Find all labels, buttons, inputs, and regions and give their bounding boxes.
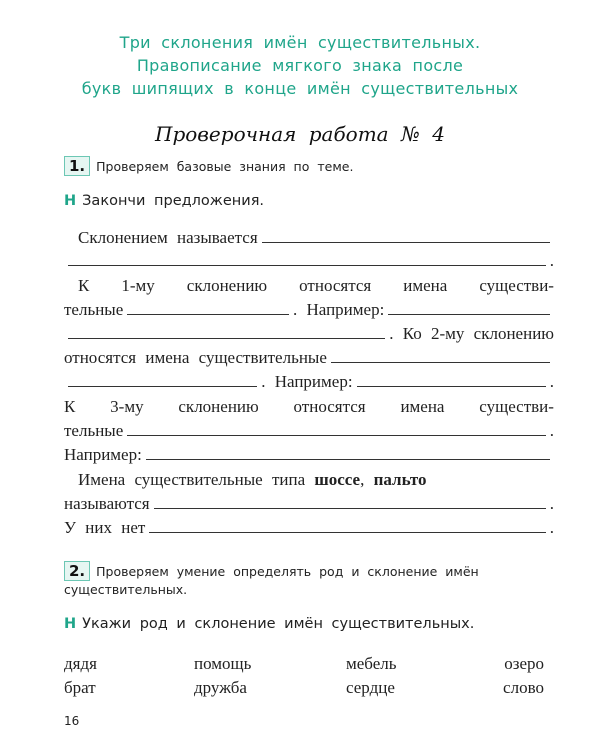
sentence-text: Например: bbox=[306, 300, 385, 319]
answer-blank[interactable] bbox=[388, 300, 550, 315]
sentence-text: 1-му bbox=[121, 276, 155, 295]
sentence-text: . bbox=[549, 421, 554, 440]
sentence-line bbox=[64, 494, 554, 516]
sentence-text: Например: bbox=[64, 445, 142, 464]
noun-word: мебель bbox=[346, 654, 397, 673]
instruction-text: Закончи предложения. bbox=[82, 193, 265, 209]
sentence-text: тельные bbox=[64, 300, 124, 319]
sentence-text: пальто bbox=[373, 470, 427, 489]
task-number-badge: 2. bbox=[64, 561, 90, 581]
sentence-text: Склонением называется bbox=[78, 228, 258, 247]
section-heading-line-3: букв шипящих в конце имён существительных bbox=[81, 79, 519, 98]
sentence-text: Например: bbox=[274, 372, 353, 391]
sentence-line bbox=[78, 228, 554, 250]
answer-blank[interactable] bbox=[154, 494, 546, 509]
worksheet-title: Проверочная работа № 4 bbox=[155, 122, 445, 146]
sentence-text: К bbox=[78, 276, 90, 295]
sentence-text: называются bbox=[64, 494, 150, 513]
sentence-text: . bbox=[292, 300, 307, 319]
answer-blank[interactable] bbox=[149, 518, 545, 533]
sentence-text: существи- bbox=[479, 397, 554, 416]
answer-blank[interactable] bbox=[127, 421, 545, 436]
noun-word: дружба bbox=[194, 678, 247, 697]
sentence-text: . bbox=[549, 372, 555, 391]
task-text: Проверяем умение определять род и склонение имён bbox=[96, 564, 479, 579]
sentence-text: , bbox=[360, 470, 374, 489]
noun-word: озеро bbox=[504, 654, 544, 673]
noun-word: дядя bbox=[64, 654, 97, 673]
task-number-badge: 1. bbox=[64, 156, 90, 176]
answer-blank[interactable] bbox=[262, 228, 550, 243]
answer-blank[interactable] bbox=[127, 300, 289, 315]
sentence-text: 3-му bbox=[110, 397, 144, 416]
sentence-line bbox=[64, 397, 554, 419]
noun-word: помощь bbox=[194, 654, 252, 673]
task-1-heading bbox=[64, 156, 353, 176]
level-marker: Н bbox=[64, 193, 77, 209]
answer-blank[interactable] bbox=[68, 372, 257, 387]
section-heading-line-1: Три склонения имён существительных. bbox=[119, 33, 481, 52]
page-number: 16 bbox=[64, 714, 80, 728]
sentence-text: . bbox=[549, 518, 554, 537]
level-marker: Н bbox=[64, 616, 77, 632]
sentence-text: существи- bbox=[479, 276, 554, 295]
sentence-line bbox=[64, 372, 554, 394]
task-2-heading bbox=[64, 561, 479, 581]
sentence-line bbox=[64, 348, 554, 370]
sentence-text: У них нет bbox=[64, 518, 146, 537]
sentence-text: . bbox=[261, 372, 275, 391]
sentence-text: относятся имена существительные bbox=[64, 348, 327, 367]
sentence-line bbox=[64, 518, 554, 540]
sentence-text: склонению bbox=[178, 397, 259, 416]
task-1-instruction bbox=[64, 193, 264, 209]
sentence-text: Ко 2-му склонению bbox=[402, 324, 554, 343]
answer-blank[interactable] bbox=[357, 372, 546, 387]
sentence-line bbox=[64, 421, 554, 443]
sentence-text: тельные bbox=[64, 421, 124, 440]
section-heading-line-2: Правописание мягкого знака после bbox=[136, 56, 464, 75]
answer-blank[interactable] bbox=[331, 348, 550, 363]
sentence-text: имена bbox=[400, 397, 445, 416]
sentence-line bbox=[64, 251, 554, 273]
sentence-text: относятся bbox=[293, 397, 366, 416]
sentence-text: Имена существительные типа bbox=[78, 470, 315, 489]
sentence-text: . bbox=[549, 494, 554, 513]
task-text: Проверяем базовые знания по теме. bbox=[96, 159, 354, 174]
sentence-line bbox=[78, 470, 554, 492]
instruction-text: Укажи род и склонение имён существительных. bbox=[82, 616, 475, 632]
word-list bbox=[64, 654, 544, 698]
sentence-line bbox=[64, 300, 554, 322]
sentence-text: шоссе bbox=[314, 470, 361, 489]
sentence-line bbox=[64, 324, 554, 346]
answer-blank[interactable] bbox=[146, 445, 550, 460]
noun-word: сердце bbox=[346, 678, 395, 697]
noun-word: брат bbox=[64, 678, 96, 697]
sentence-line bbox=[78, 276, 554, 298]
sentence-line bbox=[64, 445, 554, 467]
noun-word: слово bbox=[503, 678, 544, 697]
sentence-text: К bbox=[64, 397, 76, 416]
answer-blank[interactable] bbox=[68, 251, 546, 266]
answer-blank[interactable] bbox=[68, 324, 385, 339]
sentence-text: . bbox=[549, 251, 554, 270]
sentence-text: относятся bbox=[299, 276, 372, 295]
task-2-heading-cont: существительных. bbox=[64, 582, 188, 597]
sentence-text: имена bbox=[403, 276, 448, 295]
task-2-instruction bbox=[64, 616, 474, 632]
sentence-text: склонению bbox=[186, 276, 268, 295]
sentence-text: . bbox=[389, 324, 403, 343]
